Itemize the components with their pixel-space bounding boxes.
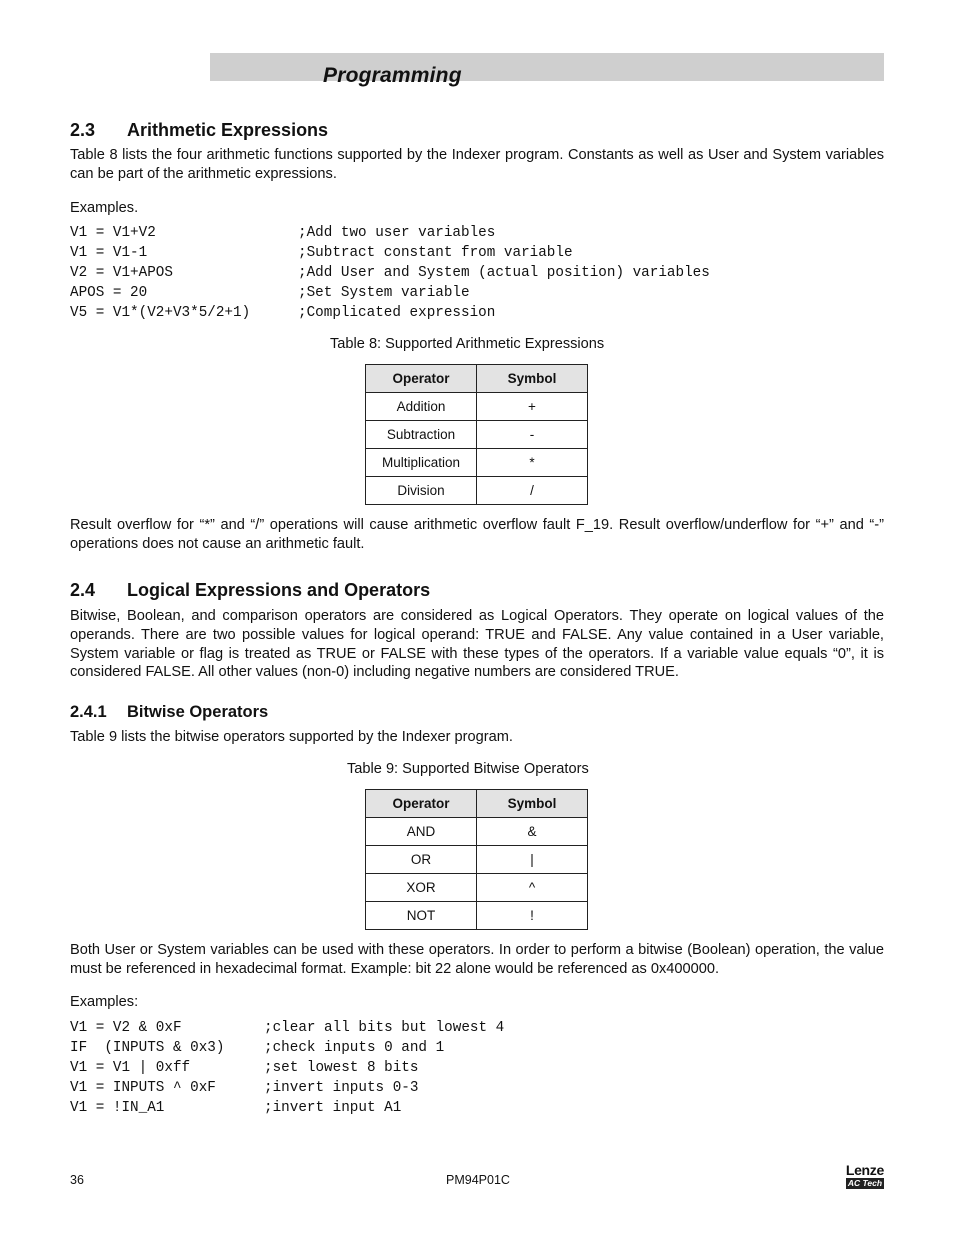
section-heading-2-3 bbox=[70, 120, 328, 141]
symbol-cell: & bbox=[477, 818, 588, 846]
bitwise-intro-paragraph: Table 9 lists the bitwise operators supported by the Indexer program. bbox=[70, 729, 513, 745]
code-line: V1 = !IN_A1 ;invert input A1 bbox=[70, 1100, 402, 1116]
code-line: V1 = V1-1 ;Subtract constant from variable bbox=[70, 245, 573, 261]
logo-brand: Lenze bbox=[845, 1162, 884, 1178]
operator-cell: OR bbox=[366, 846, 477, 874]
section-number: 2.4.1 bbox=[70, 703, 107, 721]
column-header-operator: Operator bbox=[366, 790, 477, 818]
section-number: 2.4 bbox=[70, 580, 96, 600]
table-row bbox=[366, 393, 588, 421]
table-row bbox=[366, 477, 588, 505]
symbol-cell: ! bbox=[477, 902, 588, 930]
column-header-symbol: Symbol bbox=[477, 790, 588, 818]
table-row bbox=[366, 818, 588, 846]
bitwise-examples-code bbox=[70, 1018, 504, 1118]
operator-cell: Division bbox=[366, 477, 477, 505]
section-title: Arithmetic Expressions bbox=[127, 120, 329, 140]
arithmetic-intro-paragraph: Table 8 lists the four arithmetic functions supported by the Indexer program. Constants as well as User and System variables can be part of the arithmetic expressions. bbox=[70, 147, 884, 182]
code-line: APOS = 20 ;Set System variable bbox=[70, 285, 470, 301]
header-bar bbox=[210, 53, 884, 81]
code-line: V1 = V2 & 0xF ;clear all bits but lowest 4 bbox=[70, 1020, 505, 1036]
code-line: V1 = V1+V2 ;Add two user variables bbox=[70, 225, 496, 241]
operator-cell: NOT bbox=[366, 902, 477, 930]
arithmetic-examples-code bbox=[70, 223, 710, 323]
page-number: 36 bbox=[70, 1173, 84, 1187]
table-8-caption: Table 8: Supported Arithmetic Expressions bbox=[330, 336, 605, 352]
table-9-caption: Table 9: Supported Bitwise Operators bbox=[347, 761, 589, 777]
code-line: V1 = INPUTS ^ 0xF ;invert inputs 0-3 bbox=[70, 1080, 419, 1096]
page-header-title: Programming bbox=[323, 64, 462, 87]
table-row bbox=[366, 846, 588, 874]
examples-label: Examples: bbox=[70, 994, 139, 1010]
table-row bbox=[366, 449, 588, 477]
section-title: Logical Expressions and Operators bbox=[127, 580, 431, 600]
bitwise-operators-table bbox=[365, 789, 588, 930]
code-line: IF (INPUTS & 0x3) ;check inputs 0 and 1 bbox=[70, 1040, 445, 1056]
table-row bbox=[366, 421, 588, 449]
code-line: V2 = V1+APOS ;Add User and System (actual position) variables bbox=[70, 265, 710, 281]
section-heading-2-4-1 bbox=[70, 703, 268, 722]
symbol-cell: ^ bbox=[477, 874, 588, 902]
table-row bbox=[366, 874, 588, 902]
section-number: 2.3 bbox=[70, 120, 96, 140]
table-header-row bbox=[366, 790, 588, 818]
symbol-cell: / bbox=[477, 477, 588, 505]
operator-cell: Addition bbox=[366, 393, 477, 421]
operator-cell: AND bbox=[366, 818, 477, 846]
overflow-note-paragraph: Result overflow for “*” and “/” operations will cause arithmetic overflow fault F_19. Result overflow/underflow for “+” and “-” operations does not cause an arithmetic fault. bbox=[70, 517, 884, 552]
operator-cell: Subtraction bbox=[366, 421, 477, 449]
section-title: Bitwise Operators bbox=[127, 703, 269, 721]
symbol-cell: - bbox=[477, 421, 588, 449]
document-id: PM94P01C bbox=[446, 1173, 510, 1187]
symbol-cell: | bbox=[477, 846, 588, 874]
lenze-logo bbox=[812, 1162, 884, 1190]
column-header-operator: Operator bbox=[366, 365, 477, 393]
logical-intro-paragraph: Bitwise, Boolean, and comparison operators are considered as Logical Operators. They operate on logical values of the operands. There are two possible values for logical operand: TRUE and FALSE. Any value contained in a User variable, System variable or flag is treated as TRUE or FALSE with these types of the operators. If a variable value equals “0”, it is considered FALSE. All other values (non-0) including negative numbers are considered TRUE. bbox=[70, 608, 884, 681]
logo-sub: AC Tech bbox=[847, 1178, 883, 1188]
operator-cell: Multiplication bbox=[366, 449, 477, 477]
section-heading-2-4 bbox=[70, 580, 430, 601]
column-header-symbol: Symbol bbox=[477, 365, 588, 393]
code-line: V5 = V1*(V2+V3*5/2+1) ;Complicated expression bbox=[70, 305, 496, 321]
operator-cell: XOR bbox=[366, 874, 477, 902]
table-header-row bbox=[366, 365, 588, 393]
arithmetic-operators-table bbox=[365, 364, 588, 505]
bitwise-note-paragraph: Both User or System variables can be used with these operators. In order to perform a bitwise (Boolean) operation, the value must be referenced in hexadecimal format. Example: bit 22 alone would be referenced as 0x400000. bbox=[70, 942, 884, 977]
examples-label: Examples. bbox=[70, 200, 139, 216]
symbol-cell: * bbox=[477, 449, 588, 477]
code-line: V1 = V1 | 0xff ;set lowest 8 bits bbox=[70, 1060, 419, 1076]
symbol-cell: + bbox=[477, 393, 588, 421]
table-row bbox=[366, 902, 588, 930]
